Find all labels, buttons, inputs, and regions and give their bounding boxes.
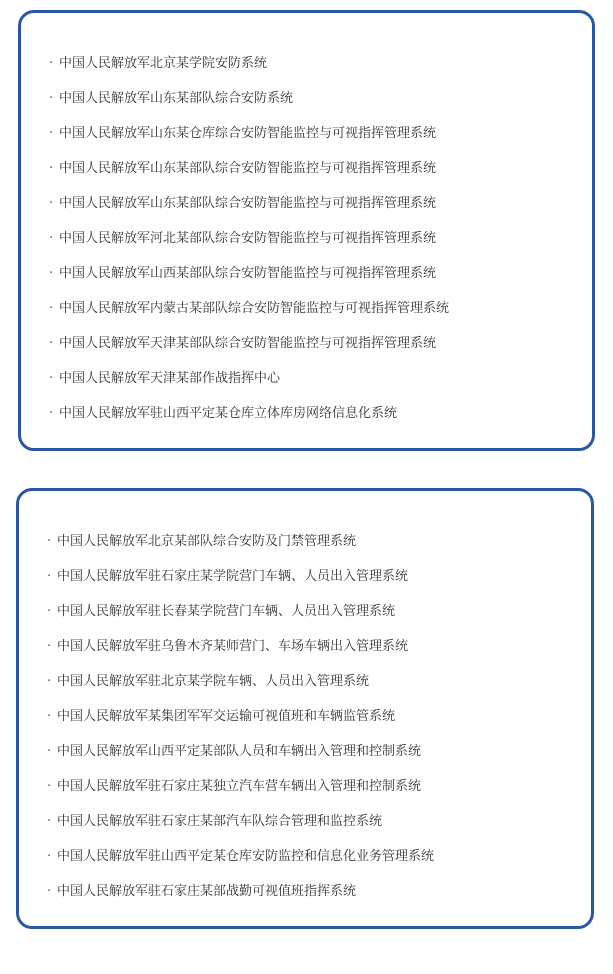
list-item[interactable] bbox=[49, 120, 449, 155]
list-item-text: 中国人民解放军山东某部队综合安防系统 bbox=[59, 91, 294, 106]
list-item[interactable] bbox=[49, 225, 449, 260]
bullet-icon: · bbox=[49, 56, 54, 71]
list-item-text: 中国人民解放军某集团军军交运输可视值班和车辆监管系统 bbox=[57, 709, 396, 724]
bullet-icon: · bbox=[47, 709, 52, 724]
list-item[interactable] bbox=[49, 295, 449, 330]
list-item[interactable] bbox=[47, 878, 434, 913]
project-list-panel-2 bbox=[16, 488, 594, 929]
list-item[interactable] bbox=[47, 738, 434, 773]
list-item-text: 中国人民解放军山西平定某部队人员和车辆出入管理和控制系统 bbox=[57, 744, 422, 759]
list-item-text: 中国人民解放军驻石家庄某学院营门车辆、人员出入管理系统 bbox=[57, 569, 409, 584]
list-item-text: 中国人民解放军驻乌鲁木齐某师营门、车场车辆出入管理系统 bbox=[57, 639, 409, 654]
list-item[interactable] bbox=[47, 633, 434, 668]
project-list-panel-1 bbox=[18, 10, 595, 451]
list-item-text: 中国人民解放军驻石家庄某独立汽车营车辆出入管理和控制系统 bbox=[57, 779, 422, 794]
list-item-text: 中国人民解放军驻长春某学院营门车辆、人员出入管理系统 bbox=[57, 604, 396, 619]
list-item-text: 中国人民解放军河北某部队综合安防智能监控与可视指挥管理系统 bbox=[59, 231, 437, 246]
bullet-icon: · bbox=[47, 814, 52, 829]
list-item[interactable] bbox=[47, 563, 434, 598]
bullet-icon: · bbox=[47, 779, 52, 794]
list-item[interactable] bbox=[47, 598, 434, 633]
list-item-text: 中国人民解放军山西某部队综合安防智能监控与可视指挥管理系统 bbox=[59, 266, 437, 281]
bullet-icon: · bbox=[47, 639, 52, 654]
list-item[interactable] bbox=[49, 400, 449, 435]
list-item[interactable] bbox=[49, 260, 449, 295]
list-item[interactable] bbox=[49, 190, 449, 225]
bullet-icon: · bbox=[47, 604, 52, 619]
list-item[interactable] bbox=[47, 773, 434, 808]
list-item-text: 中国人民解放军天津某部队综合安防智能监控与可视指挥管理系统 bbox=[59, 336, 437, 351]
list-item[interactable] bbox=[47, 843, 434, 878]
list-item[interactable] bbox=[49, 50, 449, 85]
bullet-icon: · bbox=[49, 266, 54, 281]
bullet-icon: · bbox=[49, 371, 54, 386]
bullet-icon: · bbox=[47, 569, 52, 584]
list-item-text: 中国人民解放军驻石家庄某部汽车队综合管理和监控系统 bbox=[57, 814, 383, 829]
list-item[interactable] bbox=[49, 155, 449, 190]
project-list-1 bbox=[49, 50, 449, 435]
list-item[interactable] bbox=[47, 528, 434, 563]
bullet-icon: · bbox=[47, 884, 52, 899]
list-item-text: 中国人民解放军山东某部队综合安防智能监控与可视指挥管理系统 bbox=[59, 196, 437, 211]
list-item-text: 中国人民解放军北京某学院安防系统 bbox=[59, 56, 268, 71]
list-item-text: 中国人民解放军山东某仓库综合安防智能监控与可视指挥管理系统 bbox=[59, 126, 437, 141]
list-item-text: 中国人民解放军天津某部作战指挥中心 bbox=[59, 371, 281, 386]
bullet-icon: · bbox=[47, 744, 52, 759]
bullet-icon: · bbox=[47, 534, 52, 549]
list-item[interactable] bbox=[47, 668, 434, 703]
bullet-icon: · bbox=[49, 196, 54, 211]
list-item[interactable] bbox=[47, 808, 434, 843]
list-item-text: 中国人民解放军驻山西平定某仓库立体库房网络信息化系统 bbox=[59, 406, 398, 421]
bullet-icon: · bbox=[47, 849, 52, 864]
bullet-icon: · bbox=[47, 674, 52, 689]
list-item-text: 中国人民解放军驻石家庄某部战勤可视值班指挥系统 bbox=[57, 884, 357, 899]
list-item[interactable] bbox=[49, 365, 449, 400]
project-list-2 bbox=[47, 528, 434, 913]
list-item-text: 中国人民解放军北京某部队综合安防及门禁管理系统 bbox=[57, 534, 357, 549]
list-item[interactable] bbox=[49, 330, 449, 365]
bullet-icon: · bbox=[49, 406, 54, 421]
bullet-icon: · bbox=[49, 336, 54, 351]
bullet-icon: · bbox=[49, 91, 54, 106]
bullet-icon: · bbox=[49, 231, 54, 246]
list-item-text: 中国人民解放军内蒙古某部队综合安防智能监控与可视指挥管理系统 bbox=[59, 301, 450, 316]
list-item[interactable] bbox=[49, 85, 449, 120]
list-item[interactable] bbox=[47, 703, 434, 738]
bullet-icon: · bbox=[49, 301, 54, 316]
list-item-text: 中国人民解放军驻北京某学院车辆、人员出入管理系统 bbox=[57, 674, 370, 689]
list-item-text: 中国人民解放军山东某部队综合安防智能监控与可视指挥管理系统 bbox=[59, 161, 437, 176]
bullet-icon: · bbox=[49, 161, 54, 176]
list-item-text: 中国人民解放军驻山西平定某仓库安防监控和信息化业务管理系统 bbox=[57, 849, 435, 864]
bullet-icon: · bbox=[49, 126, 54, 141]
